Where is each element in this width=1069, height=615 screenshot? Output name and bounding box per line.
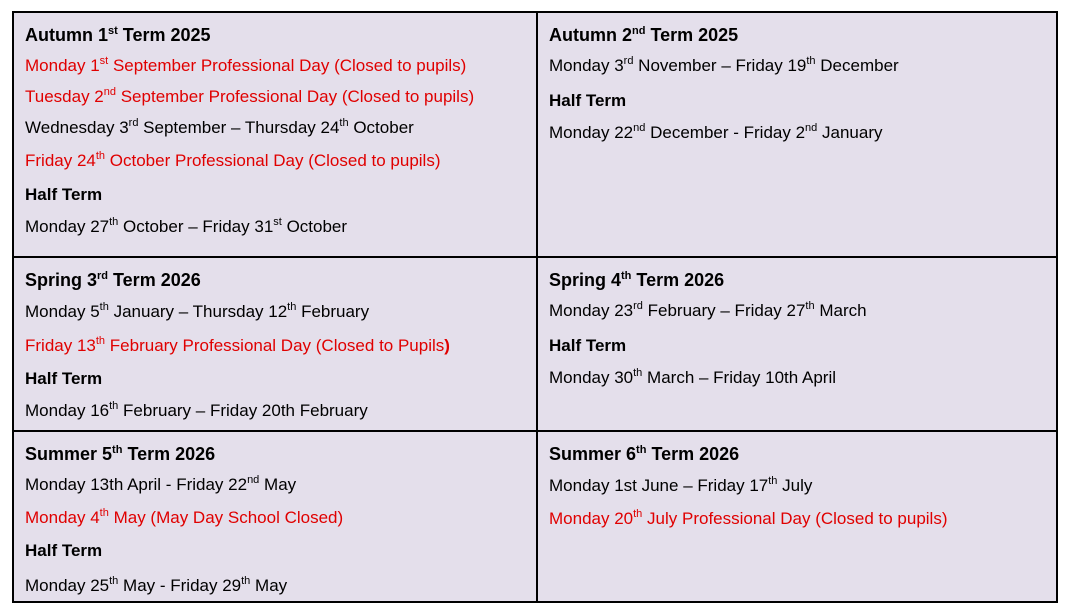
term-cell-autumn-2	[538, 13, 1058, 256]
ordinal-suffix: th	[287, 301, 297, 313]
line-text: Monday 1st June – Friday 17	[549, 476, 769, 495]
ordinal-suffix: nd	[633, 122, 646, 134]
line-text: Monday 22	[549, 123, 634, 142]
date-range-line	[549, 368, 836, 388]
ordinal-suffix: nd	[247, 474, 260, 486]
ordinal-suffix: st	[273, 216, 282, 228]
line-text: Friday 24	[25, 151, 96, 170]
line-text: Spring 3	[25, 270, 98, 290]
line-text: Autumn 1	[25, 25, 108, 45]
ordinal-suffix: th	[633, 367, 643, 379]
line-text: Autumn 2	[549, 25, 632, 45]
line-text: Monday 25	[25, 576, 110, 595]
line-text: October – Friday 31	[118, 217, 274, 236]
ordinal-suffix: th	[806, 55, 816, 67]
closure-date-line	[25, 508, 343, 528]
line-text: January – Thursday 12	[108, 302, 288, 321]
ordinal-suffix: th	[109, 216, 119, 228]
term-title	[25, 270, 201, 290]
ordinal-suffix: th	[95, 150, 106, 162]
line-text: October Professional Day (Closed to pupils)	[105, 151, 441, 170]
ordinal-suffix: th	[633, 508, 643, 520]
line-text: Summer 5	[25, 444, 113, 464]
term-cell-spring-3	[14, 258, 536, 430]
line-text: Half Term	[25, 541, 103, 560]
ordinal-suffix: th	[109, 575, 119, 587]
ordinal-suffix: th	[768, 475, 778, 487]
date-range-line	[25, 401, 368, 421]
ordinal-suffix: th	[636, 444, 647, 456]
ordinal-suffix: th	[99, 507, 109, 519]
date-range-line	[25, 118, 414, 138]
line-text: Monday 16	[25, 401, 110, 420]
term-dates-table	[12, 11, 1058, 603]
ordinal-suffix: rd	[97, 270, 109, 282]
line-text: December	[815, 56, 899, 75]
line-text: July Professional Day (Closed to pupils)	[642, 509, 948, 528]
date-range-line	[25, 475, 296, 495]
ordinal-suffix: th	[241, 575, 251, 587]
line-text: September – Thursday 24	[138, 118, 340, 137]
date-range-line	[549, 56, 899, 76]
line-text: May - Friday 29	[118, 576, 242, 595]
line-text: Term 2026	[122, 444, 216, 464]
line-text: Monday 30	[549, 368, 634, 387]
ordinal-suffix: th	[805, 300, 815, 312]
line-text: January	[817, 123, 883, 142]
ordinal-suffix: th	[339, 117, 349, 129]
date-range-line	[25, 302, 369, 322]
ordinal-suffix: rd	[633, 300, 643, 312]
half-term-heading	[549, 91, 626, 111]
line-text: December - Friday 2	[645, 123, 806, 142]
line-text: Monday 27	[25, 217, 110, 236]
line-text: Half Term	[549, 91, 627, 110]
term-title	[549, 25, 738, 45]
term-cell-summer-5	[14, 432, 536, 603]
line-text: Monday 13th April - Friday 22	[25, 475, 248, 494]
line-text: Half Term	[549, 336, 627, 355]
term-cell-spring-4	[538, 258, 1058, 430]
line-text: October	[281, 217, 348, 236]
line-text: Monday 1	[25, 56, 100, 75]
line-text: Monday 20	[549, 509, 634, 528]
term-title	[25, 444, 215, 464]
term-cell-summer-6	[538, 432, 1058, 603]
ordinal-suffix: rd	[128, 117, 139, 129]
half-term-heading	[549, 336, 626, 356]
line-text: March	[814, 301, 867, 320]
line-text: )	[444, 336, 450, 355]
half-term-heading	[25, 541, 102, 561]
line-text: Monday 3	[549, 56, 624, 75]
line-text: Monday 5	[25, 302, 100, 321]
line-text: Term 2025	[645, 25, 739, 45]
ordinal-suffix: st	[108, 25, 118, 37]
date-range-line	[25, 576, 287, 596]
ordinal-suffix: th	[112, 444, 123, 456]
line-text: September Professional Day (Closed to pupils)	[108, 56, 467, 75]
line-text: Wednesday 3	[25, 118, 129, 137]
ordinal-suffix: rd	[623, 55, 634, 67]
line-text: Term 2026	[108, 270, 201, 290]
ordinal-suffix: th	[99, 301, 109, 313]
line-text: Term 2026	[646, 444, 740, 464]
line-text: Summer 6	[549, 444, 637, 464]
line-text: February – Friday 20th February	[118, 401, 368, 420]
term-title	[25, 25, 211, 45]
line-text: May (May Day School Closed)	[108, 508, 344, 527]
line-text: February Professional Day (Closed to Pupils	[105, 336, 445, 355]
line-text: March – Friday 10th April	[642, 368, 837, 387]
closure-date-line	[25, 336, 450, 356]
closure-date-line	[25, 87, 474, 107]
line-text: February	[296, 302, 370, 321]
line-text: July	[777, 476, 813, 495]
line-text: November – Friday 19	[633, 56, 807, 75]
date-range-line	[549, 301, 867, 321]
closure-date-line	[549, 509, 948, 529]
line-text: Tuesday 2	[25, 87, 104, 106]
ordinal-suffix: nd	[103, 86, 116, 98]
line-text: Friday 13	[25, 336, 96, 355]
ordinal-suffix: th	[109, 400, 119, 412]
line-text: Half Term	[25, 185, 103, 204]
line-text: May	[250, 576, 288, 595]
closure-date-line	[25, 151, 441, 171]
date-range-line	[549, 123, 883, 143]
date-range-line	[549, 476, 812, 496]
ordinal-suffix: st	[99, 55, 109, 67]
line-text: September Professional Day (Closed to pupils)	[116, 87, 475, 106]
line-text: Spring 4	[549, 270, 622, 290]
line-text: Monday 4	[25, 508, 100, 527]
line-text: Half Term	[25, 369, 103, 388]
term-title	[549, 444, 739, 464]
line-text: October	[348, 118, 414, 137]
ordinal-suffix: th	[95, 335, 106, 347]
half-term-heading	[25, 185, 102, 205]
line-text: February – Friday 27	[642, 301, 806, 320]
closure-date-line	[25, 56, 466, 76]
line-text: Monday 23	[549, 301, 634, 320]
line-text: Term 2025	[117, 25, 211, 45]
date-range-line	[25, 217, 347, 237]
ordinal-suffix: th	[621, 270, 632, 282]
term-title	[549, 270, 724, 290]
term-cell-autumn-1	[14, 13, 536, 256]
line-text: May	[259, 475, 297, 494]
ordinal-suffix: nd	[805, 122, 818, 134]
half-term-heading	[25, 369, 102, 389]
line-text: Term 2026	[631, 270, 725, 290]
ordinal-suffix: nd	[632, 25, 646, 37]
